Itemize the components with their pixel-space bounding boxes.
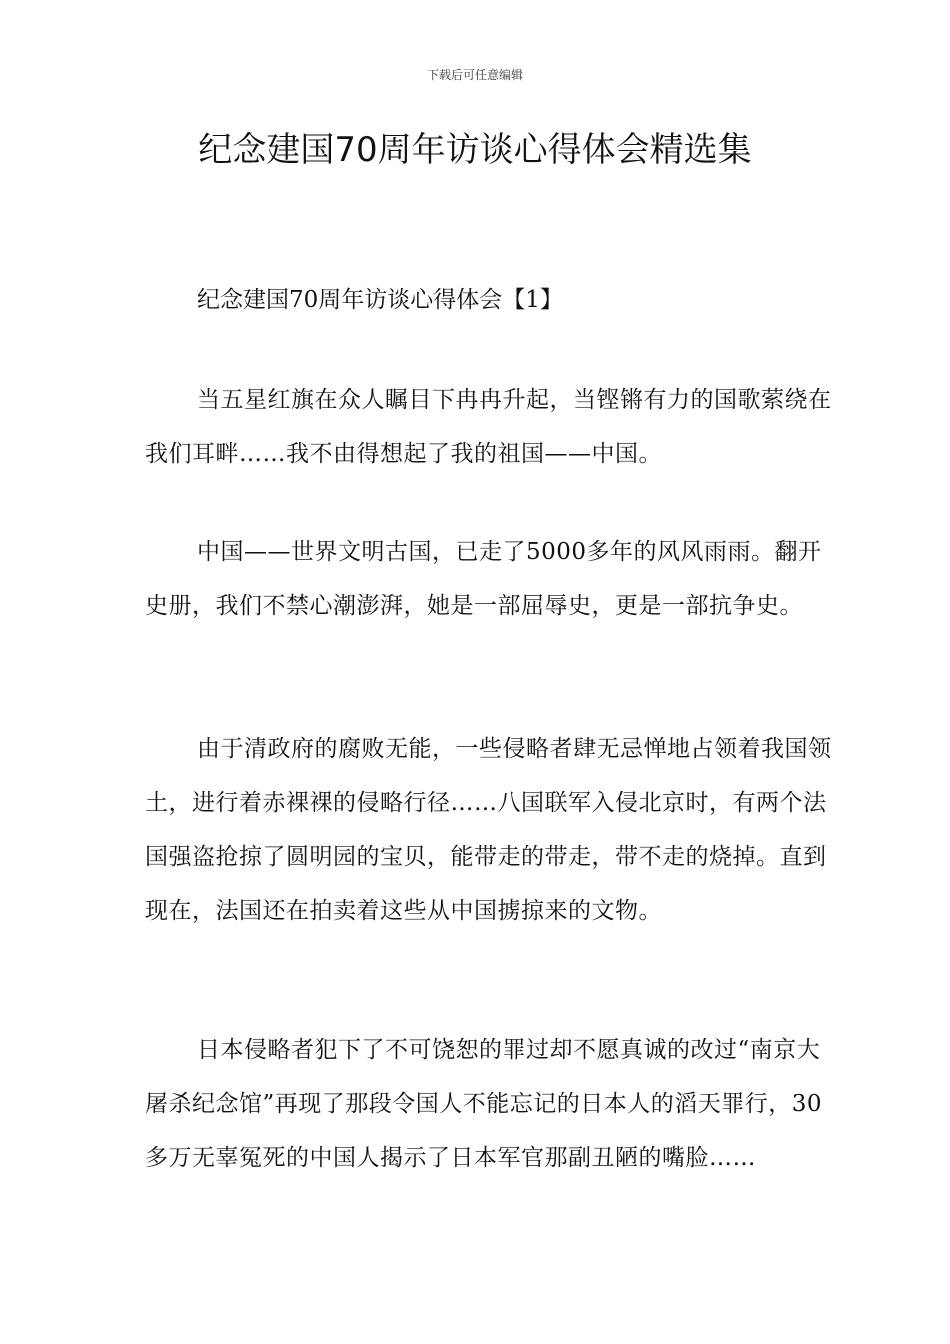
header-note: 下载后可任意编辑: [426, 68, 523, 82]
document-title: 纪念建国70周年访谈心得体会精选集: [198, 130, 752, 170]
paragraph-3: 由于清政府的腐败无能，一些侵略者肆无忌惮地占领着我国领土，进行着赤裸裸的侵略行径……八国联军入侵北京时，有两个法国强盗抢掠了圆明园的宝贝，能带走的带走，带不走的烧掉。直到现在，法国还在拍卖着这些从中国掳掠来的文物。: [145, 736, 832, 924]
paragraph-1: 当五星红旗在众人瞩目下冉冉升起，当铿锵有力的国歌萦绕在我们耳畔……我不由得想起了我的祖国——中国。: [145, 387, 832, 467]
paragraph-4: 日本侵略者犯下了不可饶恕的罪过却不愿真诚的改过“南京大屠杀纪念馆”再现了那段令国人不能忘记的日本人的滔天罪行，30多万无辜冤死的中国人揭示了日本军官那副丑陋的嘴脸……: [145, 1037, 823, 1171]
paragraph-2: 中国——世界文明古国，已走了5000多年的风风雨雨。翻开史册，我们不禁心潮澎湃，她是一部屈辱史，更是一部抗争史。: [145, 539, 822, 619]
section-subtitle: 纪念建国70周年访谈心得体会【1】: [197, 287, 563, 313]
